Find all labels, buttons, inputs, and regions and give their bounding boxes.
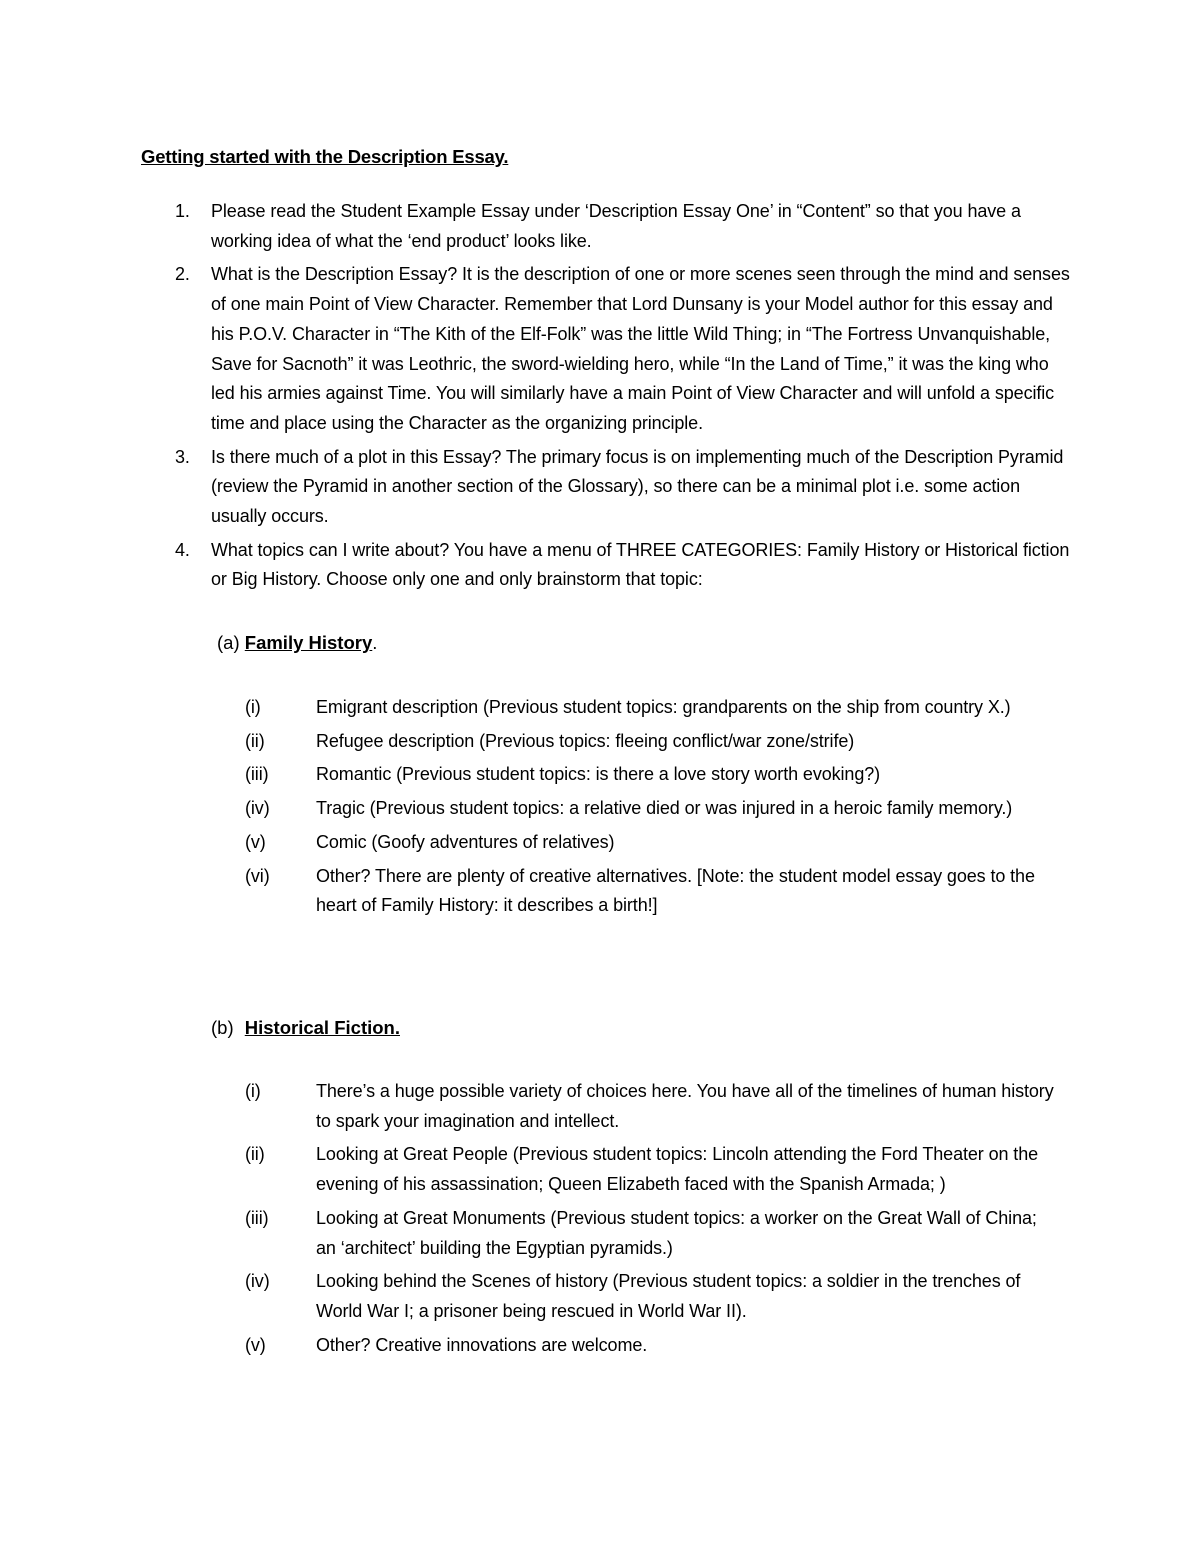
list-marker: (v): [245, 831, 266, 852]
list-item: [0, 693, 1200, 723]
section-a-heading: [217, 628, 377, 658]
list-item: [0, 828, 1200, 858]
list-item: [0, 443, 1200, 532]
list-item-text: Looking behind the Scenes of history (Previous student topics: a soldier in the trenches of World War I; a prisoner being rescued in World War II).: [316, 1271, 1021, 1321]
list-marker: 1.: [175, 201, 190, 221]
list-item-text: Other? There are plenty of creative alternatives. [Note: the student model essay goes to the heart of Family History: it describes a birth!]: [316, 865, 1035, 916]
list-item: [0, 1204, 1200, 1263]
list-marker: (iv): [245, 1271, 270, 1292]
list-marker: (iii): [245, 1207, 269, 1228]
list-marker: (ii): [245, 1144, 265, 1165]
list-item: [0, 760, 1200, 790]
list-marker: 3.: [175, 446, 190, 467]
numbered-list: [0, 197, 1200, 599]
list-item-text: Romantic (Previous student topics: is there a love story worth evoking?): [316, 764, 881, 785]
list-item-text: There’s a huge possible variety of choices here. You have all of the timelines of human history to spark your imagination and intellect.: [316, 1081, 1054, 1131]
list-item: [0, 536, 1200, 595]
list-item: [0, 794, 1200, 824]
list-item-text: Is there much of a plot in this Essay? The primary focus is on implementing much of the Description Pyramid (review the Pyramid in another section of the Glossary), so there can be a minimal plot i.e. some action usually occurs.: [211, 446, 1064, 527]
section-b-title: Historical Fiction.: [244, 1017, 400, 1038]
list-item: [0, 197, 1200, 256]
section-a-label: (a): [217, 632, 240, 653]
list-marker: (v): [245, 1334, 266, 1355]
list-marker: (iv): [245, 798, 270, 819]
list-item-text: What topics can I write about? You have a menu of THREE CATEGORIES: Family History or Historical fiction or Big History. Choose only one and only brainstorm that topic:: [211, 539, 1070, 590]
list-item-text: Please read the Student Example Essay under ‘Description Essay One’ in “Content” so that you have a working idea of what the ‘end product’ looks like.: [211, 201, 1021, 251]
list-item-text: What is the Description Essay? It is the description of one or more scenes seen through the mind and senses of one main Point of View Character. Remember that Lord Dunsany is your Model author for this essay and his P.O.V. Character in “The Kith of the Elf-Folk” was the little Wild Thing; in “The Fortress Unvanquishable, Save for Sacnoth” it was Leothric, the sword-wielding hero, while “In the Land of Time,” it was the king who led his armies against Time. You will similarly have a main Point of View Character and will unfold a specific time and place using the Character as the organizing principle.: [211, 264, 1070, 433]
list-marker: (iii): [245, 764, 269, 785]
list-item: [0, 1077, 1200, 1136]
list-item-text: Emigrant description (Previous student topics: grandparents on the ship from country X.): [316, 697, 1011, 717]
list-marker: 4.: [175, 539, 190, 560]
list-marker: (vi): [245, 865, 270, 886]
list-item-text: Comic (Goofy adventures of relatives): [316, 831, 615, 852]
section-b-label: (b): [211, 1017, 234, 1038]
list-item-text: Looking at Great Monuments (Previous student topics: a worker on the Great Wall of China; an ‘architect’ building the Egyptian pyramids.): [316, 1207, 1037, 1258]
list-marker: (ii): [245, 730, 265, 751]
list-item: [0, 1267, 1200, 1326]
family-history-list: [0, 693, 1200, 925]
list-marker: (i): [245, 697, 261, 717]
list-item: [0, 1331, 1200, 1361]
section-a-title: Family History: [244, 632, 373, 653]
list-item: [0, 862, 1200, 921]
list-marker: (i): [245, 1081, 261, 1101]
list-item-text: Other? Creative innovations are welcome.: [316, 1334, 648, 1355]
list-item: [0, 727, 1200, 757]
document-title: Getting started with the Description Essay.: [141, 146, 509, 167]
list-item-text: Refugee description (Previous topics: fleeing conflict/war zone/strife): [316, 730, 855, 751]
list-item: [0, 1140, 1200, 1199]
list-item: [0, 260, 1200, 438]
list-item-text: Tragic (Previous student topics: a relative died or was injured in a heroic family memory.): [316, 798, 1013, 819]
section-a-punct: .: [372, 632, 378, 653]
list-item-text: Looking at Great People (Previous student topics: Lincoln attending the Ford Theater on the evening of his assassination; Queen Elizabeth faced with the Spanish Armada; ): [316, 1144, 1039, 1195]
list-marker: 2.: [175, 264, 190, 285]
historical-fiction-list: [0, 1077, 1200, 1364]
section-b-heading: [211, 1013, 400, 1043]
